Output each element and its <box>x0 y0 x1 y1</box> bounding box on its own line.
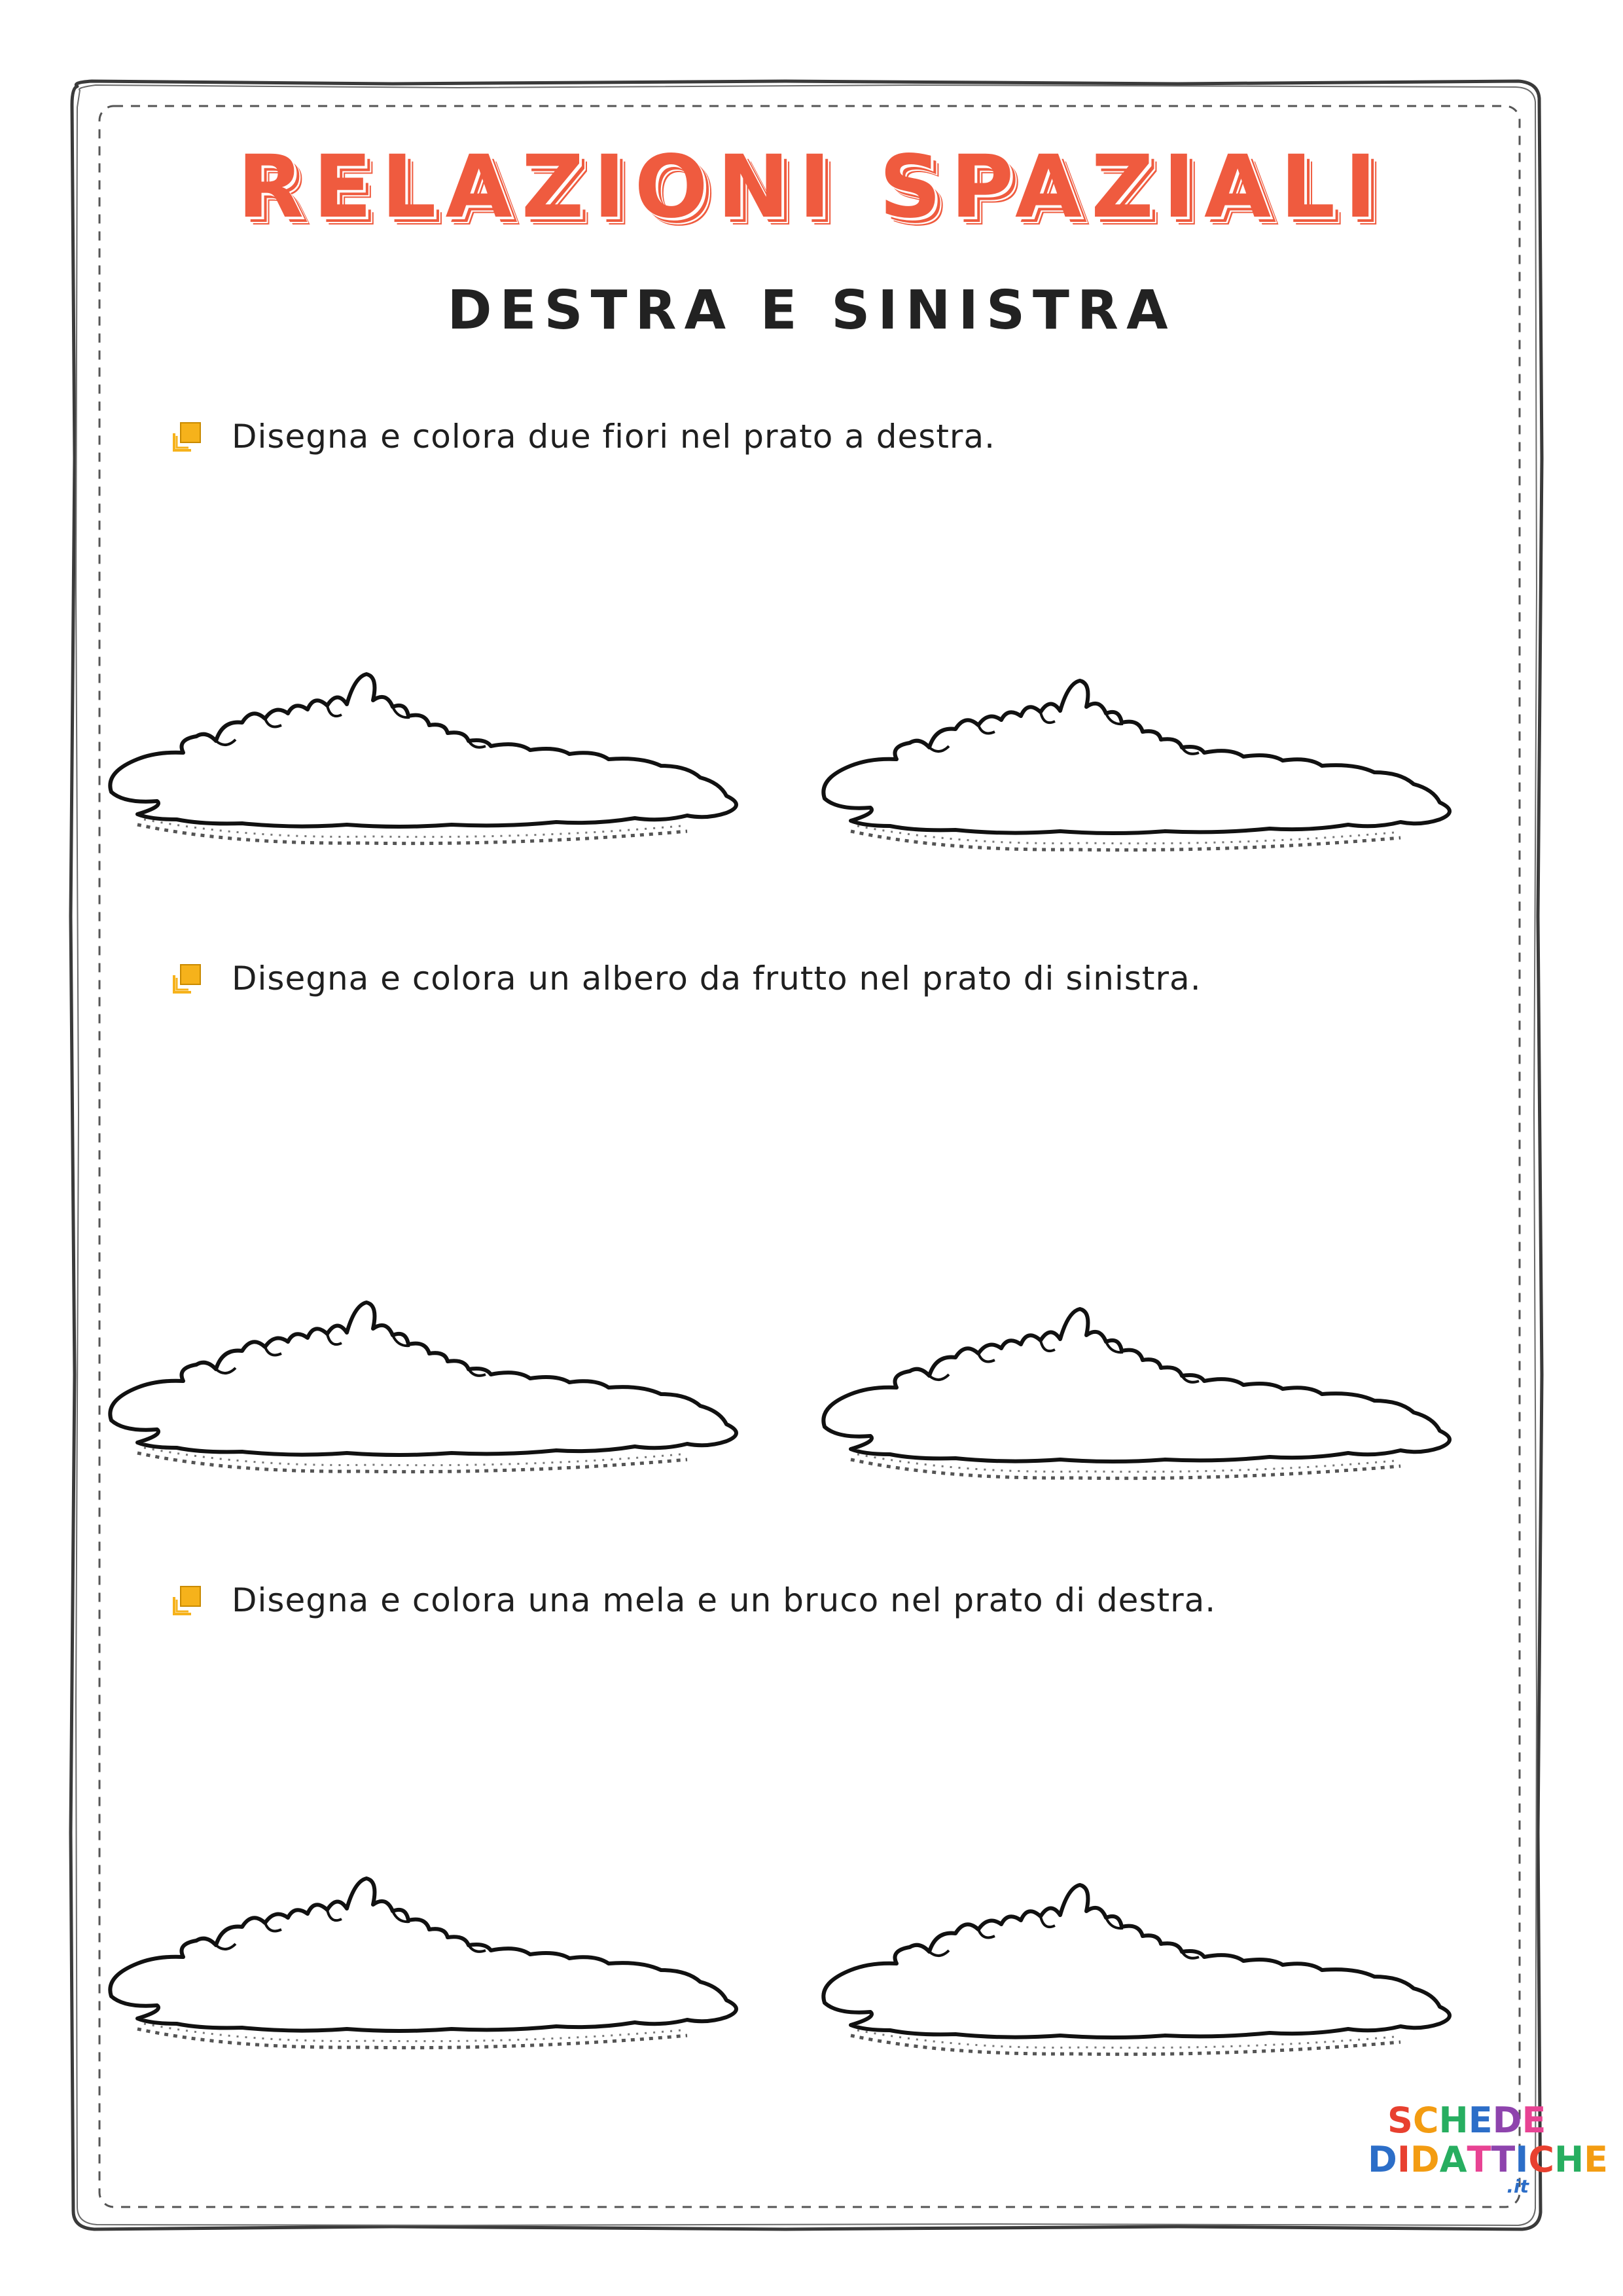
meadow-right-row-2 <box>812 1302 1466 1512</box>
logo-letter: C <box>1412 2100 1439 2141</box>
logo-tld: .it <box>1507 2176 1529 2197</box>
logo-letter: A <box>1439 2139 1467 2180</box>
logo-letter: I <box>1397 2139 1410 2180</box>
meadow-left-row-3 <box>98 1872 753 2081</box>
meadow-outline-icon <box>98 1296 753 1505</box>
meadow-outline-icon <box>98 1872 753 2081</box>
page-subtitle: DESTRA E SINISTRA <box>447 279 1176 342</box>
instruction-text: Disegna e colora due fiori nel prato a destra. <box>232 418 996 456</box>
logo-letter: C <box>1528 2139 1554 2180</box>
logo-letter: D <box>1410 2139 1440 2180</box>
schede-didattiche-logo <box>1368 2100 1609 2199</box>
logo-letter: D <box>1368 2139 1397 2180</box>
logo-letter: E <box>1584 2139 1609 2180</box>
meadow-left-row-1 <box>98 668 753 877</box>
meadow-outline-icon <box>812 674 1466 884</box>
logo-letter: T <box>1467 2139 1491 2180</box>
meadow-outline-icon <box>812 1878 1466 2088</box>
meadow-outline-icon <box>98 668 753 877</box>
logo-line-2 <box>1368 2139 1609 2180</box>
meadow-outline-icon <box>812 1302 1466 1512</box>
square-bullet-icon <box>171 1584 204 1617</box>
meadow-right-row-1 <box>812 674 1466 884</box>
instruction-text: Disegna e colora un albero da frutto nel prato di sinistra. <box>232 960 1202 997</box>
logo-letter: E <box>1522 2100 1546 2141</box>
logo-letter: T <box>1491 2139 1516 2180</box>
logo-letter: S <box>1387 2100 1413 2141</box>
page-title: RELAZIONI SPAZIALI <box>237 137 1386 238</box>
instruction-2 <box>171 949 1202 1008</box>
meadow-left-row-2 <box>98 1296 753 1505</box>
logo-letter: D <box>1492 2100 1522 2141</box>
logo-line-1 <box>1368 2100 1546 2141</box>
square-bullet-icon <box>171 962 204 995</box>
logo-letter: E <box>1468 2100 1493 2141</box>
instruction-1 <box>171 407 995 466</box>
square-bullet-icon <box>171 420 204 453</box>
logo-letter: I <box>1515 2139 1529 2180</box>
instruction-3 <box>171 1571 1216 1630</box>
meadow-right-row-3 <box>812 1878 1466 2088</box>
logo-letter: H <box>1438 2100 1469 2141</box>
instruction-text: Disegna e colora una mela e un bruco nel prato di destra. <box>232 1581 1217 1619</box>
logo-letter: H <box>1554 2139 1584 2180</box>
